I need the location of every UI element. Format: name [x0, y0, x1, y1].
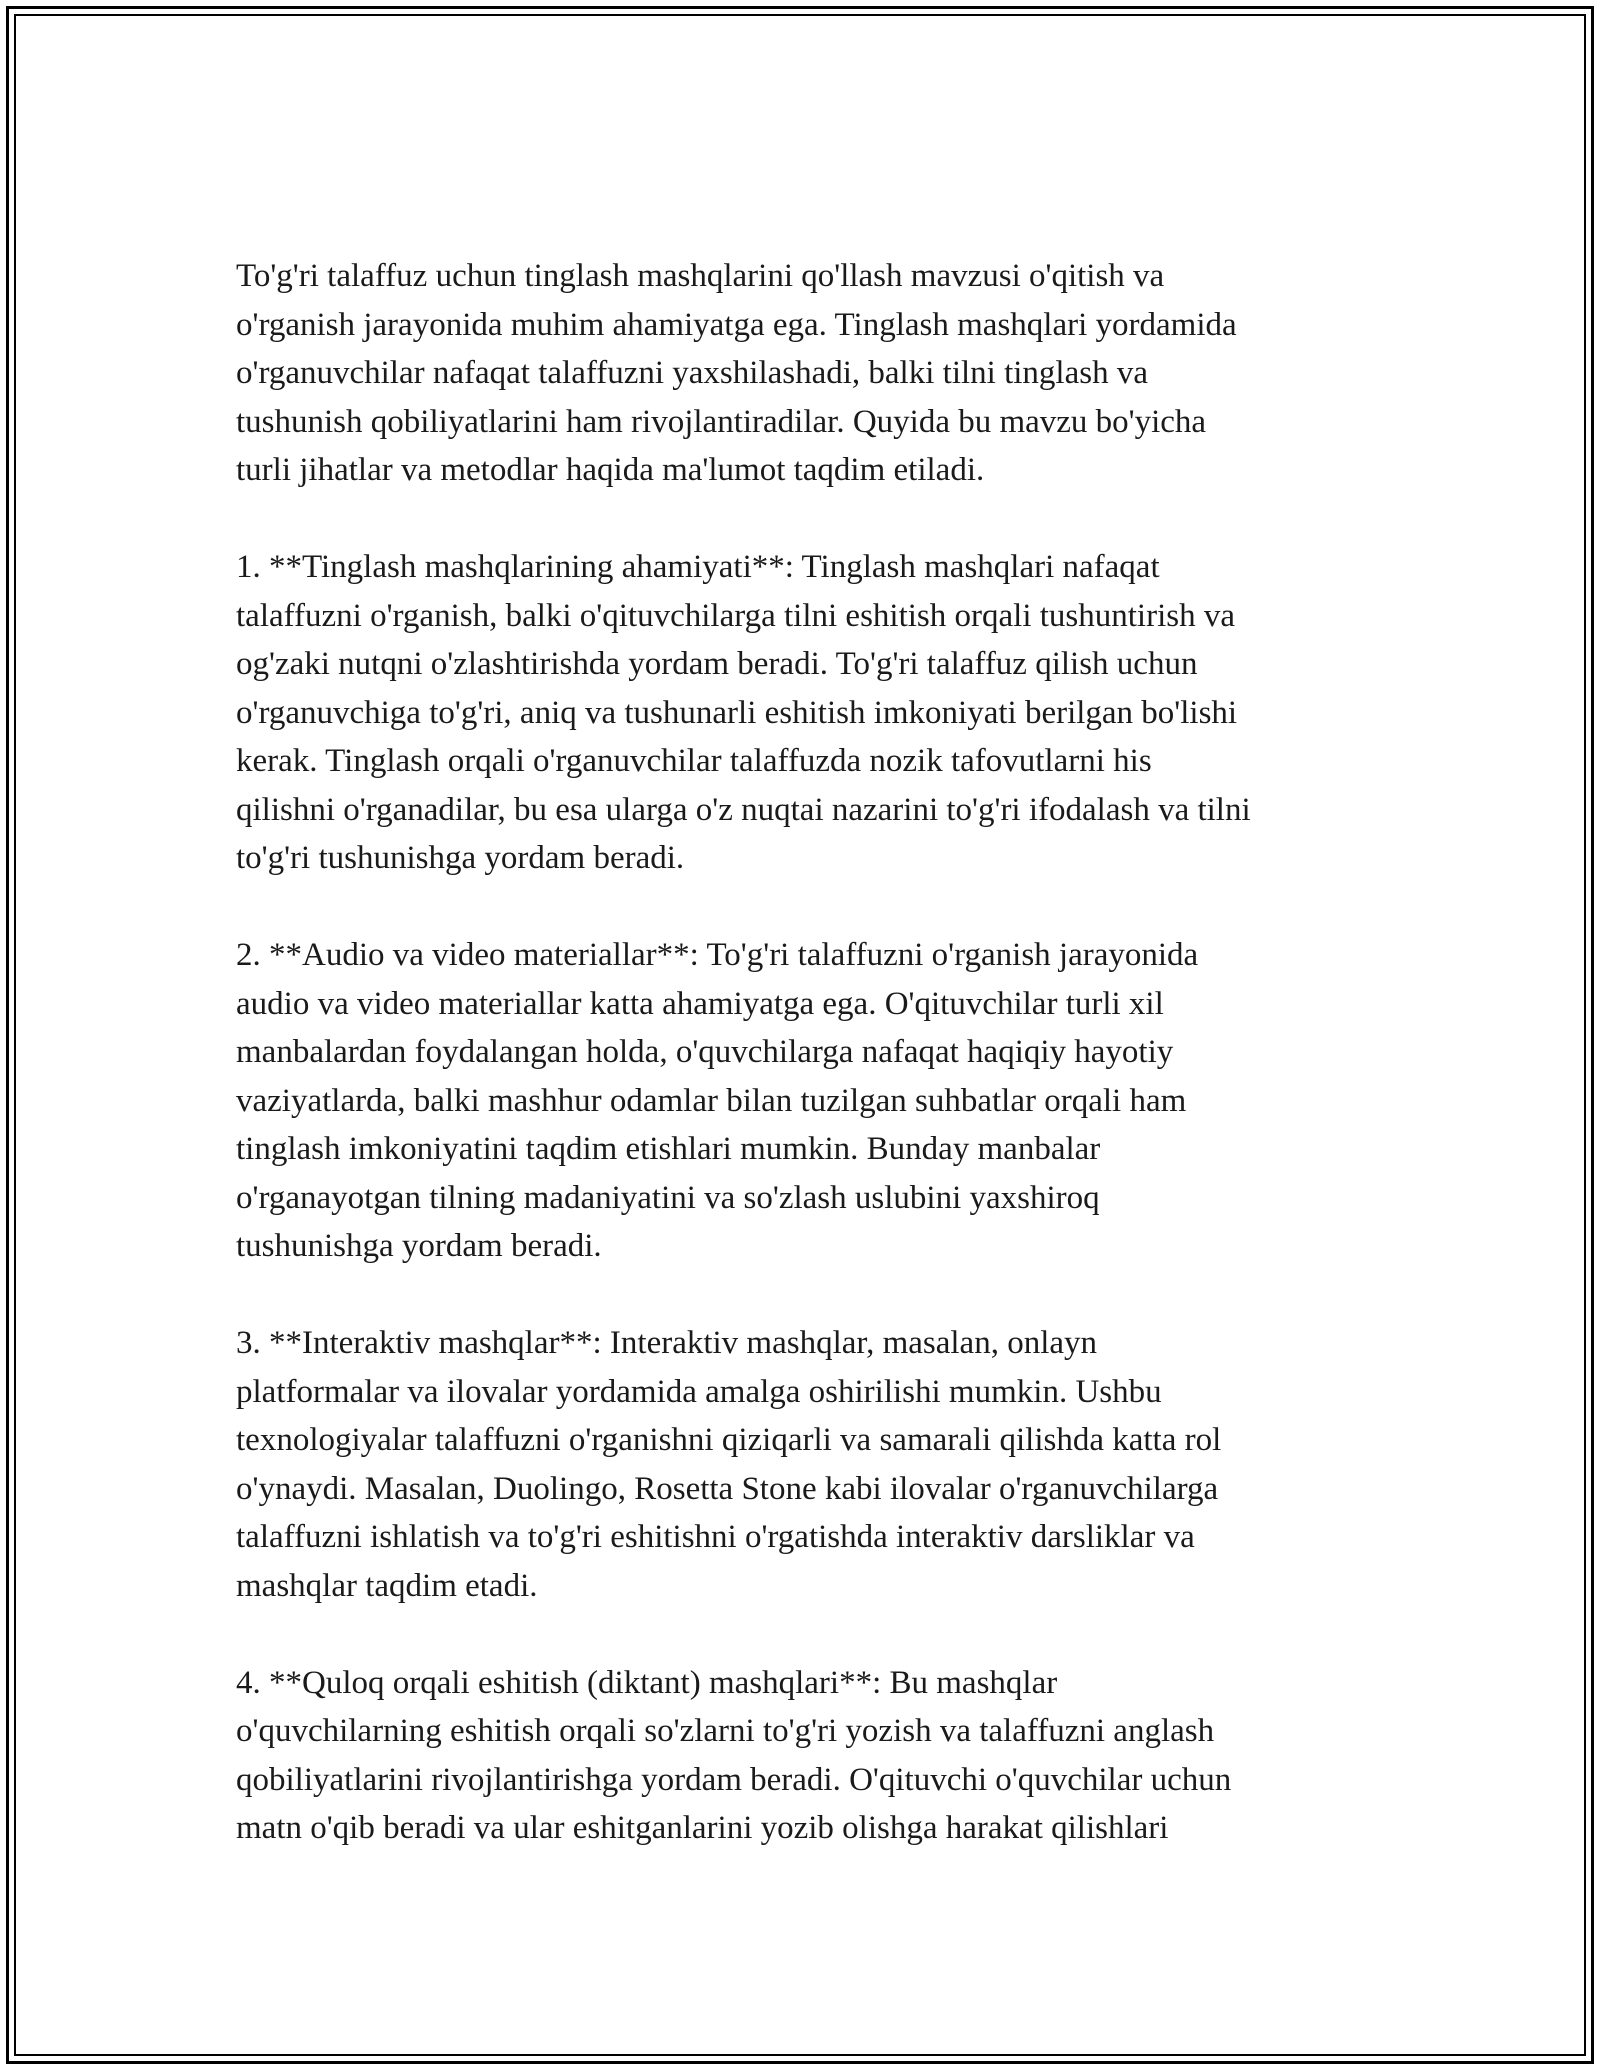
text-line: o'rganish jarayonida muhim ahamiyatga ega. Tinglash mashqlari yordamida [236, 306, 1237, 343]
text-line: 4. **Quloq orqali eshitish (diktant) mashqlari**: Bu mashqlar [236, 1664, 1058, 1701]
text-line: manbalardan foydalangan holda, o'quvchilarga nafaqat haqiqiy hayotiy [236, 1034, 1174, 1070]
text-line: audio va video materiallar katta ahamiyatga ega. O'qituvchilar turli xil [236, 985, 1164, 1022]
text-line: 2. **Audio va video materiallar**: To'g'ri talaffuzni o'rganish jarayonida [236, 937, 1199, 973]
paragraph-item-3 [236, 1319, 1386, 1610]
paragraph-item-4 [236, 1659, 1386, 1853]
text-line: o'rganuvchiga to'g'ri, aniq va tushunarli eshitish imkoniyati berilgan bo'lishi [236, 694, 1238, 731]
text-line: o'ynaydi. Masalan, Duolingo, Rosetta Stone kabi ilovalar o'rganuvchilarga [236, 1470, 1219, 1507]
text-line: mashqlar taqdim etadi. [236, 1567, 538, 1604]
paragraph-item-1 [236, 543, 1386, 883]
text-line: o'quvchilarning eshitish orqali so'zlarni to'g'ri yozish va talaffuzni anglash [236, 1713, 1215, 1749]
text-line: kerak. Tinglash orqali o'rganuvchilar talaffuzda nozik tafovutlarni his [236, 743, 1152, 779]
text-line: talaffuzni ishlatish va to'g'ri eshitishni o'rgatishda interaktiv darsliklar va [236, 1519, 1195, 1555]
text-line: talaffuzni o'rganish, balki o'qituvchilarga tilni eshitish orqali tushuntirish va [236, 597, 1235, 634]
text-line: to'g'ri tushunishga yordam beradi. [236, 840, 685, 876]
text-line: qobiliyatlarini rivojlantirishga yordam beradi. O'qituvchi o'quvchilar uchun [236, 1761, 1232, 1798]
text-line: tushunish qobiliyatlarini ham rivojlantiradilar. Quyida bu mavzu bo'yicha [236, 403, 1207, 440]
text-line: tinglash imkoniyatini taqdim etishlari mumkin. Bunday manbalar [236, 1131, 1101, 1167]
text-line: o'rganuvchilar nafaqat talaffuzni yaxshilashadi, balki tilni tinglash va [236, 355, 1148, 391]
text-line: tushunishga yordam beradi. [236, 1228, 602, 1264]
text-line: vaziyatlarda, balki mashhur odamlar bilan tuzilgan suhbatlar orqali ham [236, 1082, 1187, 1119]
document-body [236, 252, 1386, 1901]
text-line: o'rganayotgan tilning madaniyatini va so'zlash uslubini yaxshiroq [236, 1179, 1100, 1216]
text-line: texnologiyalar talaffuzni o'rganishni qiziqarli va samarali qilishda katta rol [236, 1422, 1222, 1458]
text-line: qilishni o'rganadilar, bu esa ularga o'z nuqtai nazarini to'g'ri ifodalash va tilni [236, 791, 1251, 828]
paragraph-item-2 [236, 931, 1386, 1271]
paragraph-intro [236, 252, 1386, 495]
text-line: og'zaki nutqni o'zlashtirishda yordam beradi. To'g'ri talaffuz qilish uchun [236, 646, 1198, 682]
text-line: platformalar va ilovalar yordamida amalga oshirilishi mumkin. Ushbu [236, 1373, 1162, 1410]
text-line: 1. **Tinglash mashqlarining ahamiyati**: Tinglash mashqlari nafaqat [236, 549, 1160, 585]
text-line: matn o'qib beradi va ular eshitganlarini yozib olishga harakat qilishlari [236, 1810, 1169, 1846]
text-line: turli jihatlar va metodlar haqida ma'lumot taqdim etiladi. [236, 452, 985, 488]
text-line: 3. **Interaktiv mashqlar**: Interaktiv mashqlar, masalan, onlayn [236, 1325, 1098, 1361]
text-line: To'g'ri talaffuz uchun tinglash mashqlarini qo'llash mavzusi o'qitish va [236, 258, 1165, 294]
